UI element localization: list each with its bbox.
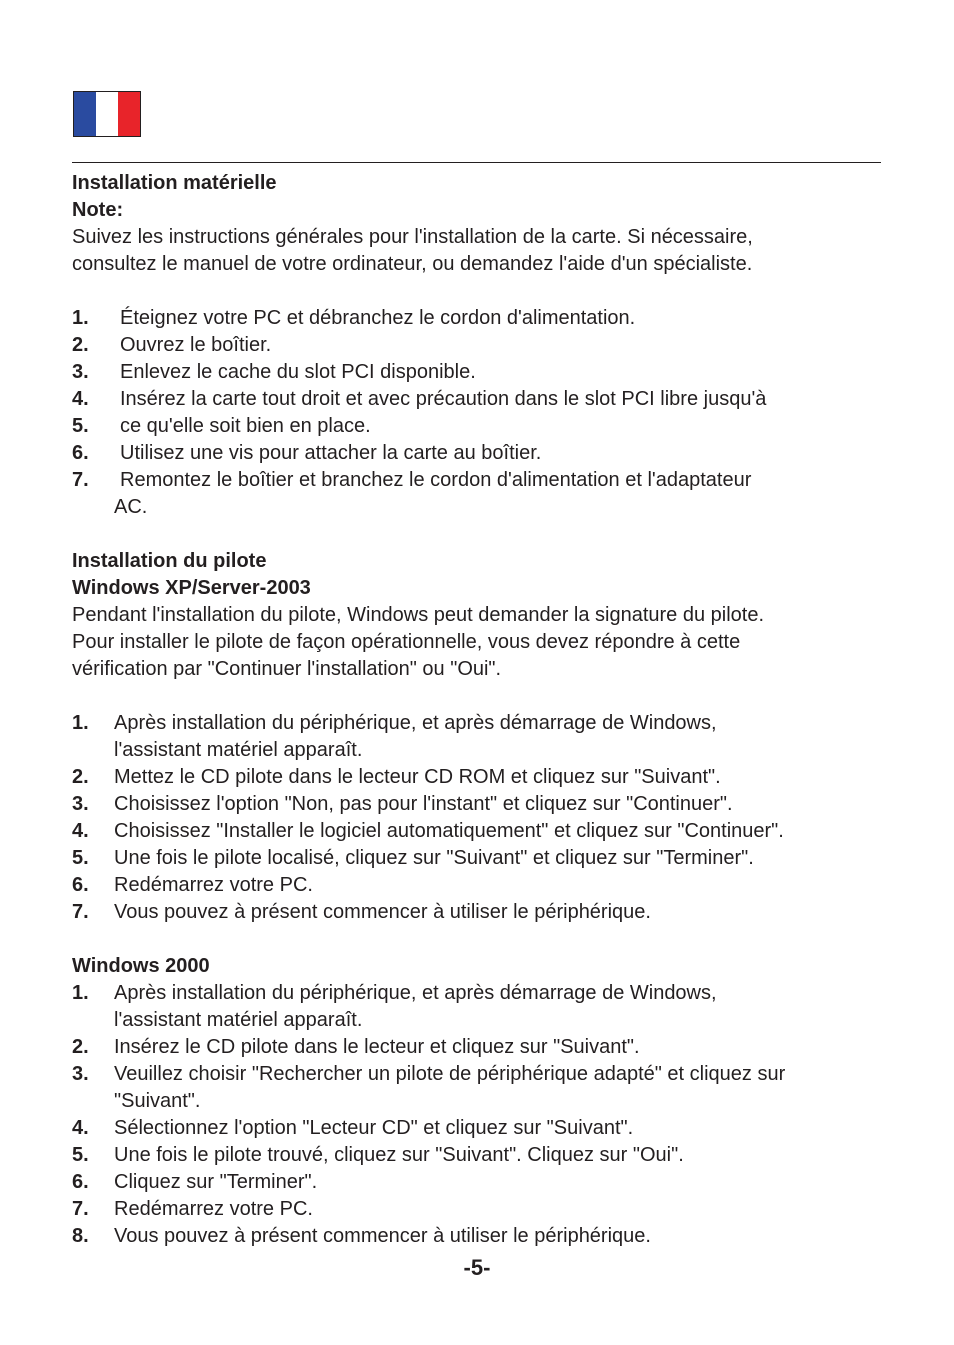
- step-number: 2.: [72, 334, 89, 356]
- step-text: Mettez le CD pilote dans le lecteur CD ROM et cliquez sur "Suivant".: [114, 766, 721, 788]
- step-text: Insérez le CD pilote dans le lecteur et cliquez sur "Suivant".: [114, 1036, 640, 1058]
- step-number: 5.: [72, 415, 89, 437]
- page-number: -5-: [463, 1255, 491, 1280]
- step-continuation: AC.: [114, 496, 148, 518]
- step-number: 7.: [72, 469, 89, 491]
- step-text: Enlevez le cache du slot PCI disponible.: [120, 361, 476, 383]
- flag-stripe-red: [118, 92, 140, 136]
- step-text: Veuillez choisir "Rechercher un pilote de périphérique adapté" et cliquez sur: [114, 1063, 786, 1085]
- step-number: 8.: [72, 1225, 89, 1247]
- step-number: 4.: [72, 820, 89, 842]
- list-item: [72, 1061, 887, 1115]
- list-item: [72, 305, 887, 332]
- step-continuation: l'assistant matériel apparaît.: [114, 1009, 363, 1031]
- step-number: 2.: [72, 1036, 89, 1058]
- step-number: 1.: [72, 982, 89, 1004]
- step-continuation: l'assistant matériel apparaît.: [114, 739, 363, 761]
- list-item: [72, 332, 887, 359]
- step-number: 2.: [72, 766, 89, 788]
- list-item: [72, 1169, 887, 1196]
- list-item: [72, 1034, 887, 1061]
- step-text: Éteignez votre PC et débranchez le cordon d'alimentation.: [120, 307, 636, 329]
- note-line: Suivez les instructions générales pour l'installation de la carte. Si nécessaire,: [72, 226, 753, 248]
- step-text: ce qu'elle soit bien en place.: [120, 415, 371, 437]
- list-item: [72, 1142, 887, 1169]
- flag-stripe-white: [96, 92, 118, 136]
- step-number: 1.: [72, 307, 89, 329]
- step-number: 5.: [72, 847, 89, 869]
- step-text: Après installation du périphérique, et après démarrage de Windows,: [114, 712, 717, 734]
- step-number: 3.: [72, 361, 89, 383]
- step-text: Remontez le boîtier et branchez le cordon d'alimentation et l'adaptateur: [120, 469, 752, 491]
- step-text: Insérez la carte tout droit et avec précaution dans le slot PCI libre jusqu'à: [120, 388, 767, 410]
- step-text: Ouvrez le boîtier.: [120, 334, 272, 356]
- step-number: 4.: [72, 388, 89, 410]
- step-text: Après installation du périphérique, et après démarrage de Windows,: [114, 982, 717, 1004]
- list-item: [72, 980, 887, 1034]
- list-item: [72, 872, 887, 899]
- xp-steps-list: [72, 710, 887, 926]
- step-number: 7.: [72, 901, 89, 923]
- step-continuation: "Suivant".: [114, 1090, 201, 1112]
- step-text: Choisissez "Installer le logiciel automatiquement" et cliquez sur "Continuer".: [114, 820, 784, 842]
- step-number: 4.: [72, 1117, 89, 1139]
- section-title-win2000: Windows 2000: [72, 955, 210, 977]
- step-number: 3.: [72, 793, 89, 815]
- list-item: [72, 764, 887, 791]
- list-item: [72, 467, 887, 494]
- header-divider: [72, 162, 881, 163]
- step-text: Sélectionnez l'option "Lecteur CD" et cliquez sur "Suivant".: [114, 1117, 634, 1139]
- step-number: 7.: [72, 1198, 89, 1220]
- step-text: Choisissez l'option "Non, pas pour l'instant" et cliquez sur "Continuer".: [114, 793, 733, 815]
- step-text: Vous pouvez à présent commencer à utiliser le périphérique.: [114, 1225, 651, 1247]
- intro-line: Pendant l'installation du pilote, Windows peut demander la signature du pilote.: [72, 604, 765, 626]
- step-number: 6.: [72, 874, 89, 896]
- note-label: Note:: [72, 199, 124, 221]
- list-item: [72, 1115, 887, 1142]
- section-title-driver: Installation du pilote: [72, 550, 267, 572]
- step-text: Redémarrez votre PC.: [114, 874, 313, 896]
- list-item: [72, 710, 887, 764]
- list-item: [72, 359, 887, 386]
- intro-line: Pour installer le pilote de façon opérationnelle, vous devez répondre à cette: [72, 631, 741, 653]
- list-item: [72, 845, 887, 872]
- list-item: [72, 899, 887, 926]
- list-item: [72, 1196, 887, 1223]
- section-subtitle-xp: Windows XP/Server-2003: [72, 577, 311, 599]
- list-item: [72, 818, 887, 845]
- step-number: 6.: [72, 1171, 89, 1193]
- french-flag-icon: [73, 91, 141, 137]
- step-text: Vous pouvez à présent commencer à utiliser le périphérique.: [114, 901, 651, 923]
- list-item: [72, 1223, 887, 1250]
- step-text: Redémarrez votre PC.: [114, 1198, 313, 1220]
- list-item: [72, 440, 887, 467]
- step-text: Cliquez sur "Terminer".: [114, 1171, 318, 1193]
- note-line: consultez le manuel de votre ordinateur, ou demandez l'aide d'un spécialiste.: [72, 253, 753, 275]
- step-number: 6.: [72, 442, 89, 464]
- step-text: Une fois le pilote trouvé, cliquez sur "Suivant". Cliquez sur "Oui".: [114, 1144, 684, 1166]
- step-number: 3.: [72, 1063, 89, 1085]
- step-text: Une fois le pilote localisé, cliquez sur "Suivant" et cliquez sur "Terminer".: [114, 847, 754, 869]
- flag-stripe-blue: [74, 92, 96, 136]
- list-item: [72, 386, 887, 413]
- intro-line: vérification par "Continuer l'installation" ou "Oui".: [72, 658, 502, 680]
- document-body: [72, 170, 887, 1250]
- win2000-steps-list: [72, 980, 887, 1250]
- list-item: [72, 791, 887, 818]
- step-number: 1.: [72, 712, 89, 734]
- hardware-steps-list: [72, 305, 887, 521]
- section-title-hardware: Installation matérielle: [72, 172, 277, 194]
- step-text: Utilisez une vis pour attacher la carte au boîtier.: [120, 442, 542, 464]
- list-item: [72, 413, 887, 440]
- step-number: 5.: [72, 1144, 89, 1166]
